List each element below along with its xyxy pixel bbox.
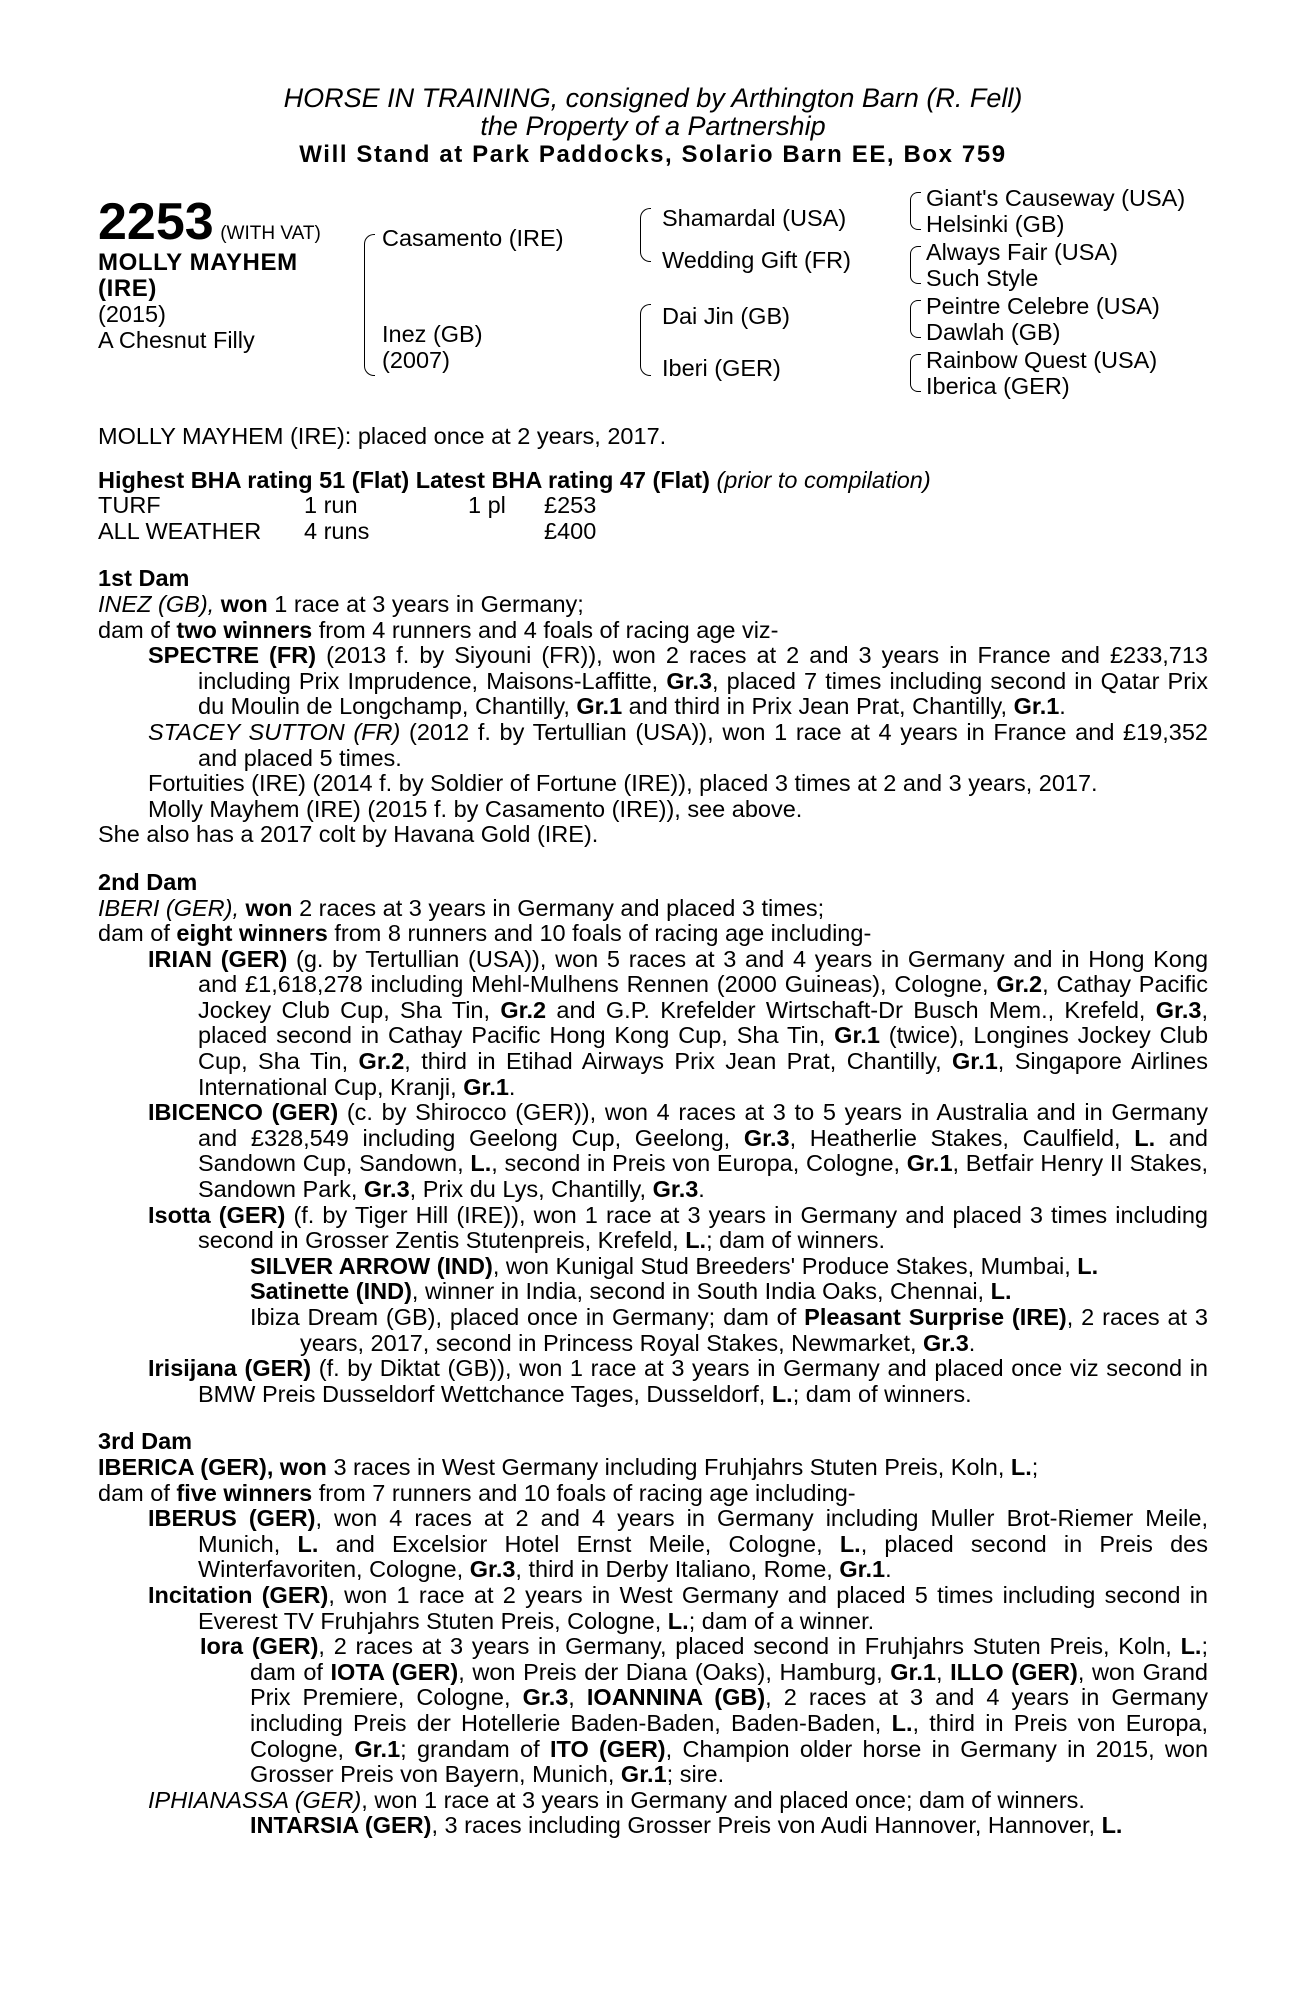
g-brace-4 — [910, 354, 921, 392]
produce-entry: IPHIANASSA (GER), won 1 race at 3 years in Germany and placed once; dam of winners. — [148, 1786, 1085, 1813]
foal-note: She also has a 2017 colt by Havana Gold (IRE). — [98, 821, 599, 848]
surface: TURF — [98, 492, 161, 519]
g-brace-3 — [910, 300, 921, 338]
sire-dam-brace — [364, 234, 375, 376]
great-grandsire-4: Rainbow Quest (USA) — [926, 347, 1158, 373]
horse-name: MOLLY MAYHEM — [98, 249, 298, 276]
sire: Casamento (IRE) — [382, 225, 564, 251]
header-consignor: HORSE IN TRAINING, consigned by Arthington Barn (R. Fell) — [283, 83, 1023, 113]
dam-sire: Dai Jin (GB) — [662, 303, 790, 329]
sire-dam: Wedding Gift (FR) — [662, 247, 851, 273]
dam-line: IBERI (GER), won 2 races at 3 years in Germany and placed 3 times; — [98, 894, 825, 921]
section-heading: 2nd Dam — [98, 868, 198, 895]
sire-sire: Shamardal (USA) — [662, 205, 847, 231]
dam-line: IBERICA (GER), won 3 races in West Germany including Fruhjahrs Stuten Preis, Koln, L.; — [98, 1453, 1039, 1480]
dam-line: INEZ (GB), won 1 race at 3 years in Germany; — [98, 590, 584, 617]
great-grandsire-1: Giant's Causeway (USA) — [926, 185, 1186, 211]
dam-line-brace — [640, 304, 651, 376]
lot-number: 2253 — [98, 193, 214, 251]
great-grandsire-3: Peintre Celebre (USA) — [926, 293, 1160, 319]
produce-entry: SILVER ARROW (IND), won Kunigal Stud Breeders' Produce Stakes, Mumbai, L. — [250, 1252, 1099, 1279]
dam-produce-line: dam of eight winners from 8 runners and 10 foals of racing age including- — [98, 920, 872, 947]
runs-count: 1 run — [304, 492, 358, 519]
foaling-year: (2015) — [98, 301, 166, 327]
dam-dam: Iberi (GER) — [662, 355, 781, 381]
rating-line — [98, 468, 1208, 494]
great-granddam-3: Dawlah (GB) — [926, 319, 1061, 345]
dam-produce-line: dam of five winners from 7 runners and 10 foals of racing age including- — [98, 1479, 856, 1506]
section-heading: 3rd Dam — [98, 1428, 193, 1455]
header-stand: Will Stand at Park Paddocks, Solario Barn EE, Box 759 — [299, 141, 1007, 168]
vat-note: (WITH VAT) — [220, 223, 321, 244]
catalogue-page — [98, 84, 1208, 1839]
race-summary: MOLLY MAYHEM (IRE): placed once at 2 years, 2017. — [98, 423, 667, 449]
produce-entry: IBICENCO (GER) (c. by Shirocco (GER)), won 4 races at 3 to 5 years in Australia and in Germany and £328,549 including Geelong Cup, Geelong, Gr.3, Heatherlie Stakes, Caulfield, L. and Sandown Cup, Sandown, L., second in Preis von Europa, Cologne, Gr.1, Betfair Henry II Stakes, Sandown Park, Gr.3, Prix du Lys, Chantilly, Gr.3. — [148, 1099, 1209, 1203]
table-row — [98, 519, 596, 545]
table-row — [98, 493, 596, 519]
pedigree-block — [98, 186, 1208, 416]
prize: £253 — [544, 492, 597, 519]
produce-entry: Fortuities (IRE) (2014 f. by Soldier of Fortune (IRE)), placed 3 times at 2 and 3 years, 2017. — [148, 770, 1098, 797]
surface: ALL WEATHER — [98, 517, 262, 544]
produce-entry: Irisijana (GER) (f. by Diktat (GB)), won 1 race at 3 years in Germany and placed once viz second in BMW Preis Dusseldorf Wettchance Tages, Dusseldorf, L.; dam of winners. — [148, 1355, 1209, 1407]
produce-entry: SPECTRE (FR) (2013 f. by Siyouni (FR)), won 2 races at 2 and 3 years in France and £233,713 including Prix Imprudence, Maisons-Laffitte, Gr.3, placed 7 times including second in Qatar Prix du Moulin de Longchamp, Chantilly, Gr.1 and third in Prix Jean Prat, Chantilly, Gr.1. — [148, 642, 1209, 720]
sire-line-brace — [640, 208, 651, 262]
horse-name-country: (IRE) — [98, 275, 157, 302]
first-dam-section — [98, 566, 1208, 848]
great-granddam-1: Helsinki (GB) — [926, 211, 1065, 237]
prize: £400 — [544, 517, 597, 544]
dam: Inez (GB) — [382, 321, 483, 347]
header-property: the Property of a Partnership — [480, 111, 826, 141]
produce-entry: IRIAN (GER) (g. by Tertullian (USA)), won 5 races at 3 and 4 years in Germany and in Hong Kong and £1,618,278 including Mehl-Mulhens Rennen (2000 Guineas), Cologne, Gr.2, Cathay Pacific Jockey Club Cup, Sha Tin, Gr.2 and G.P. Krefelder Wirtschaft-Dr Busch Mem., Krefeld, Gr.3, placed second in Cathay Pacific Hong Kong Cup, Sha Tin, Gr.1 (twice), Longines Jockey Club Cup, Sha Tin, Gr.2, third in Etihad Airways Prix Jean Prat, Chantilly, Gr.1, Singapore Airlines International Cup, Kranji, Gr.1. — [148, 945, 1209, 1100]
runs-count: 4 runs — [304, 517, 370, 544]
horse-description: A Chesnut Filly — [98, 327, 255, 353]
runs-table — [98, 493, 596, 544]
produce-entry: Satinette (IND), winner in India, second in South India Oaks, Chennai, L. — [250, 1278, 1012, 1305]
rating-text: Highest BHA rating 51 (Flat) Latest BHA rating 47 (Flat) — [98, 466, 710, 493]
produce-entry: IBERUS (GER), won 4 races at 2 and 4 years in Germany including Muller Brot-Riemer Meile, Munich, L. and Excelsior Hotel Ernst Meile, Cologne, L., placed second in Preis des Winterfavoriten, Cologne, Gr.3, third in Derby Italiano, Rome, Gr.1. — [148, 1505, 1208, 1583]
dam-produce-line: dam of two winners from 4 runners and 4 foals of racing age viz- — [98, 616, 779, 643]
second-dam-section — [98, 870, 1208, 1407]
lot-number-line — [98, 193, 321, 251]
produce-entry: INTARSIA (GER), 3 races including Grosser Preis von Audi Hannover, Hannover, L. — [250, 1812, 1123, 1839]
rating-note: (prior to compilation) — [716, 466, 931, 493]
produce-entry: STACEY SUTTON (FR) (2012 f. by Tertullian (USA)), won 1 race at 4 years in France and £19,352 and placed 5 times. — [148, 718, 1209, 771]
great-grandsire-2: Always Fair (USA) — [926, 239, 1118, 265]
produce-entry: Isotta (GER) (f. by Tiger Hill (IRE)), won 1 race at 3 years in Germany and placed 3 times including second in Grosser Zentis Stutenpreis, Krefeld, L.; dam of winners. — [148, 1201, 1209, 1254]
g-brace-2 — [910, 246, 921, 284]
produce-entry: Iora (GER), 2 races at 3 years in Germany, placed second in Fruhjahrs Stuten Preis, Koln, L.; dam of IOTA (GER), won Preis der Diana (Oaks), Hamburg, Gr.1, ILLO (GER), won Grand Prix Premiere, Cologne, Gr.3, IOANNINA (GB), 2 races at 3 and 4 years in Germany including Preis der Hotellerie Baden-Baden, Baden-Baden, L., third in Preis von Europa, Cologne, Gr.1; grandam of ITO (GER), Champion older horse in Germany in 2015, won Grosser Preis von Bayern, Munich, Gr.1; sire. — [200, 1633, 1209, 1788]
placed-count: 1 pl — [468, 492, 506, 519]
produce-entry: Ibiza Dream (GB), placed once in Germany; dam of Pleasant Surprise (IRE), 2 races at 3 years, 2017, second in Princess Royal Stakes, Newmarket, Gr.3. — [250, 1304, 1209, 1356]
placed-count — [468, 519, 544, 545]
section-heading: 1st Dam — [98, 565, 190, 592]
third-dam-section — [98, 1429, 1208, 1839]
dam-year: (2007) — [382, 347, 450, 373]
great-granddam-4: Iberica (GER) — [926, 373, 1070, 399]
produce-entry: Incitation (GER), won 1 race at 2 years in West Germany and placed 5 times including second in Everest TV Fruhjahrs Stuten Preis, Cologne, L.; dam of a winner. — [148, 1581, 1209, 1634]
g-brace-1 — [910, 192, 921, 230]
great-granddam-2: Such Style — [926, 265, 1039, 291]
produce-entry: Molly Mayhem (IRE) (2015 f. by Casamento (IRE)), see above. — [148, 795, 803, 822]
